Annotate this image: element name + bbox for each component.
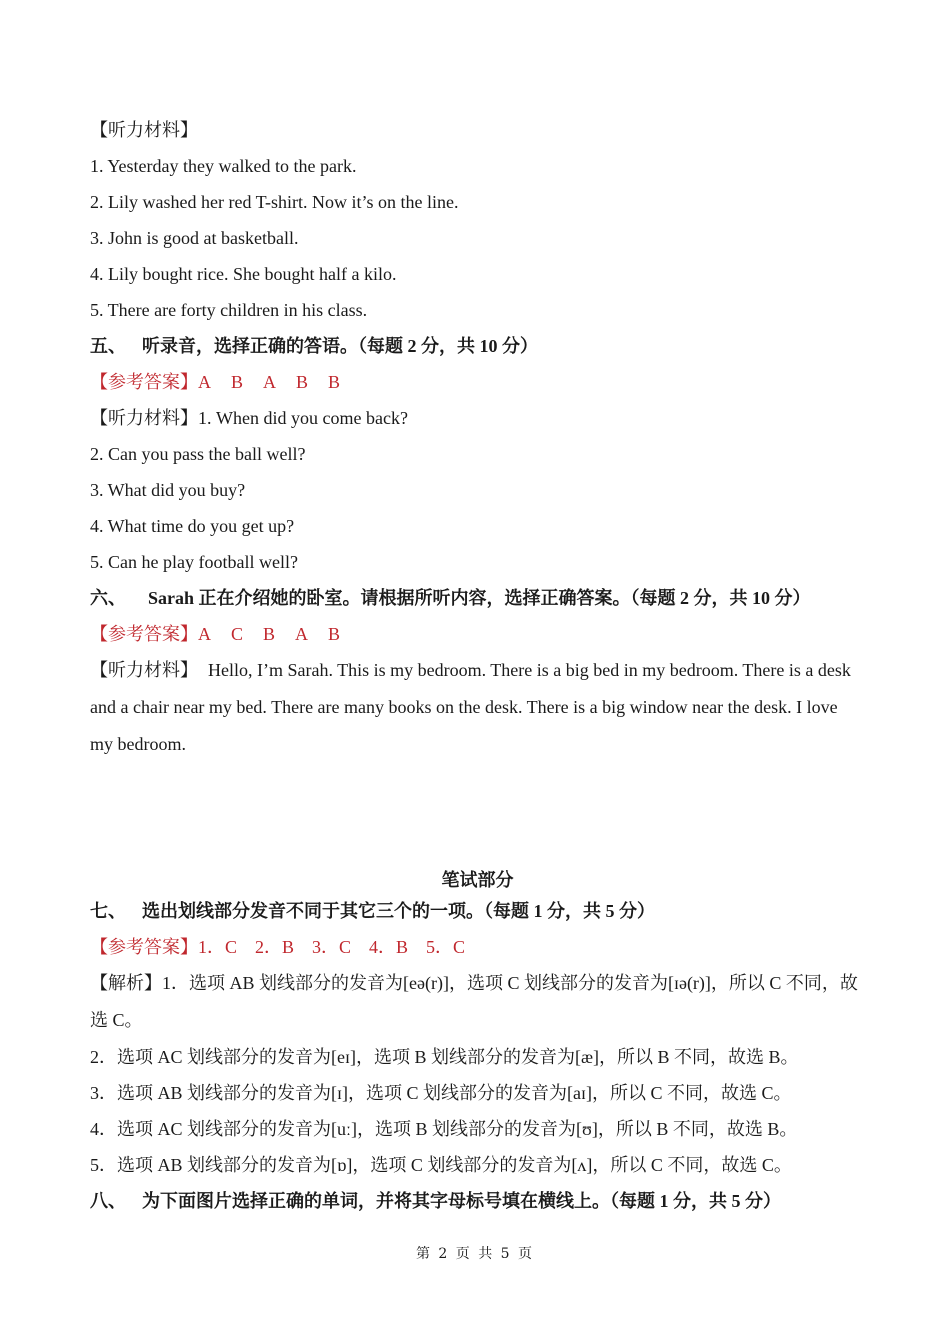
s7-analysis-3: 3．选项 AB 划线部分的发音为[ɪ]，选项 C 划线部分的发音为[aɪ]，所以 C 不同，故选 C。 — [90, 1083, 792, 1103]
s4-item-5: 5. There are forty children in his class. — [90, 300, 368, 320]
s5-answer-4: B — [296, 372, 309, 392]
s5-answer-1: A — [198, 372, 211, 392]
s6-answer-2: C — [231, 624, 244, 644]
s8-heading — [90, 1183, 865, 1219]
s5-item-1: 1. When did you come back? — [198, 408, 408, 428]
s6-number: 六、 — [90, 588, 126, 608]
s6-answer-5: B — [328, 624, 341, 644]
s5-item-3: 3. What did you buy? — [90, 480, 246, 500]
s6-answer-4: A — [295, 624, 309, 644]
s5-answer — [90, 364, 865, 400]
s7-answers: 1．C 2．B 3．C 4．B 5．C — [198, 937, 466, 957]
s6-passage: Hello, I’m Sarah. This is my bedroom. There is a big bed in my bedroom. There is a desk and a chair near my bed. There are many books on the desk. There is a big window near the desk. I love my bedroom. — [90, 660, 851, 754]
s5-material-label: 【听力材料】 — [90, 408, 198, 428]
s7-answer — [90, 929, 865, 965]
s7-analysis-1 — [90, 965, 865, 1039]
s5-number: 五、 — [90, 336, 126, 356]
s6-answer-3: B — [263, 624, 276, 644]
s4-item-2: 2. Lily washed her red T-shirt. Now it’s on the line. — [90, 192, 459, 212]
document-page — [90, 112, 865, 1219]
s7-analysis-1-text: 1．选项 AB 划线部分的发音为[eə(r)]，选项 C 划线部分的发音为[ɪə(r)]，所以 C 不同，故选 C。 — [90, 973, 858, 1030]
s6-material-label: 【听力材料】 — [90, 660, 198, 680]
s4-item-4: 4. Lily bought rice. She bought half a kilo. — [90, 264, 397, 284]
page-footer: 第 2 页 共 5 页 — [415, 1246, 535, 1262]
s7-title: 选出划线部分发音不同于其它三个的一项。（每题 1 分，共 5 分） — [142, 901, 655, 921]
s6-answer-label: 【参考答案】 — [90, 624, 198, 644]
s6-answer-1: A — [198, 624, 211, 644]
s7-answer-label: 【参考答案】 — [90, 937, 198, 957]
s7-heading — [90, 893, 865, 929]
s5-item-4: 4. What time do you get up? — [90, 516, 295, 536]
s5-material-line — [90, 400, 865, 436]
s8-number: 八、 — [90, 1191, 126, 1211]
s4-item-1: 1. Yesterday they walked to the park. — [90, 156, 357, 176]
s7-number: 七、 — [90, 901, 126, 921]
s7-analysis-5: 5．选项 AB 划线部分的发音为[ɒ]，选项 C 划线部分的发音为[ʌ]，所以 C 不同，故选 C。 — [90, 1155, 792, 1175]
s4-material-label: 【听力材料】 — [90, 120, 198, 140]
s5-heading — [90, 328, 865, 364]
s7-analysis-2: 2．选项 AC 划线部分的发音为[eɪ]，选项 B 划线部分的发音为[æ]，所以 B 不同，故选 B。 — [90, 1047, 799, 1067]
s4-item-3: 3. John is good at basketball. — [90, 228, 299, 248]
s5-answer-2: B — [231, 372, 244, 392]
s7-analysis-label: 【解析】 — [90, 973, 162, 993]
s5-item-2: 2. Can you pass the ball well? — [90, 444, 306, 464]
s6-material-paragraph — [90, 652, 865, 763]
s5-item-5: 5. Can he play football well? — [90, 552, 298, 572]
s6-heading — [90, 580, 865, 616]
s8-title: 为下面图片选择正确的单词，并将其字母标号填在横线上。（每题 1 分，共 5 分） — [142, 1191, 781, 1211]
s5-answer-5: B — [328, 372, 341, 392]
s5-title: 听录音，选择正确的答语。（每题 2 分，共 10 分） — [142, 336, 538, 356]
written-section-title: 笔试部分 — [441, 870, 514, 890]
s5-answer-label: 【参考答案】 — [90, 372, 198, 392]
s5-answer-3: A — [263, 372, 277, 392]
s6-title: Sarah 正在介绍她的卧室。请根据所听内容，选择正确答案。（每题 2 分，共 10 分） — [148, 588, 811, 608]
s6-answer — [90, 616, 865, 652]
s7-analysis-4: 4．选项 AC 划线部分的发音为[uː]，选项 B 划线部分的发音为[ʊ]，所以 B 不同，故选 B。 — [90, 1119, 798, 1139]
